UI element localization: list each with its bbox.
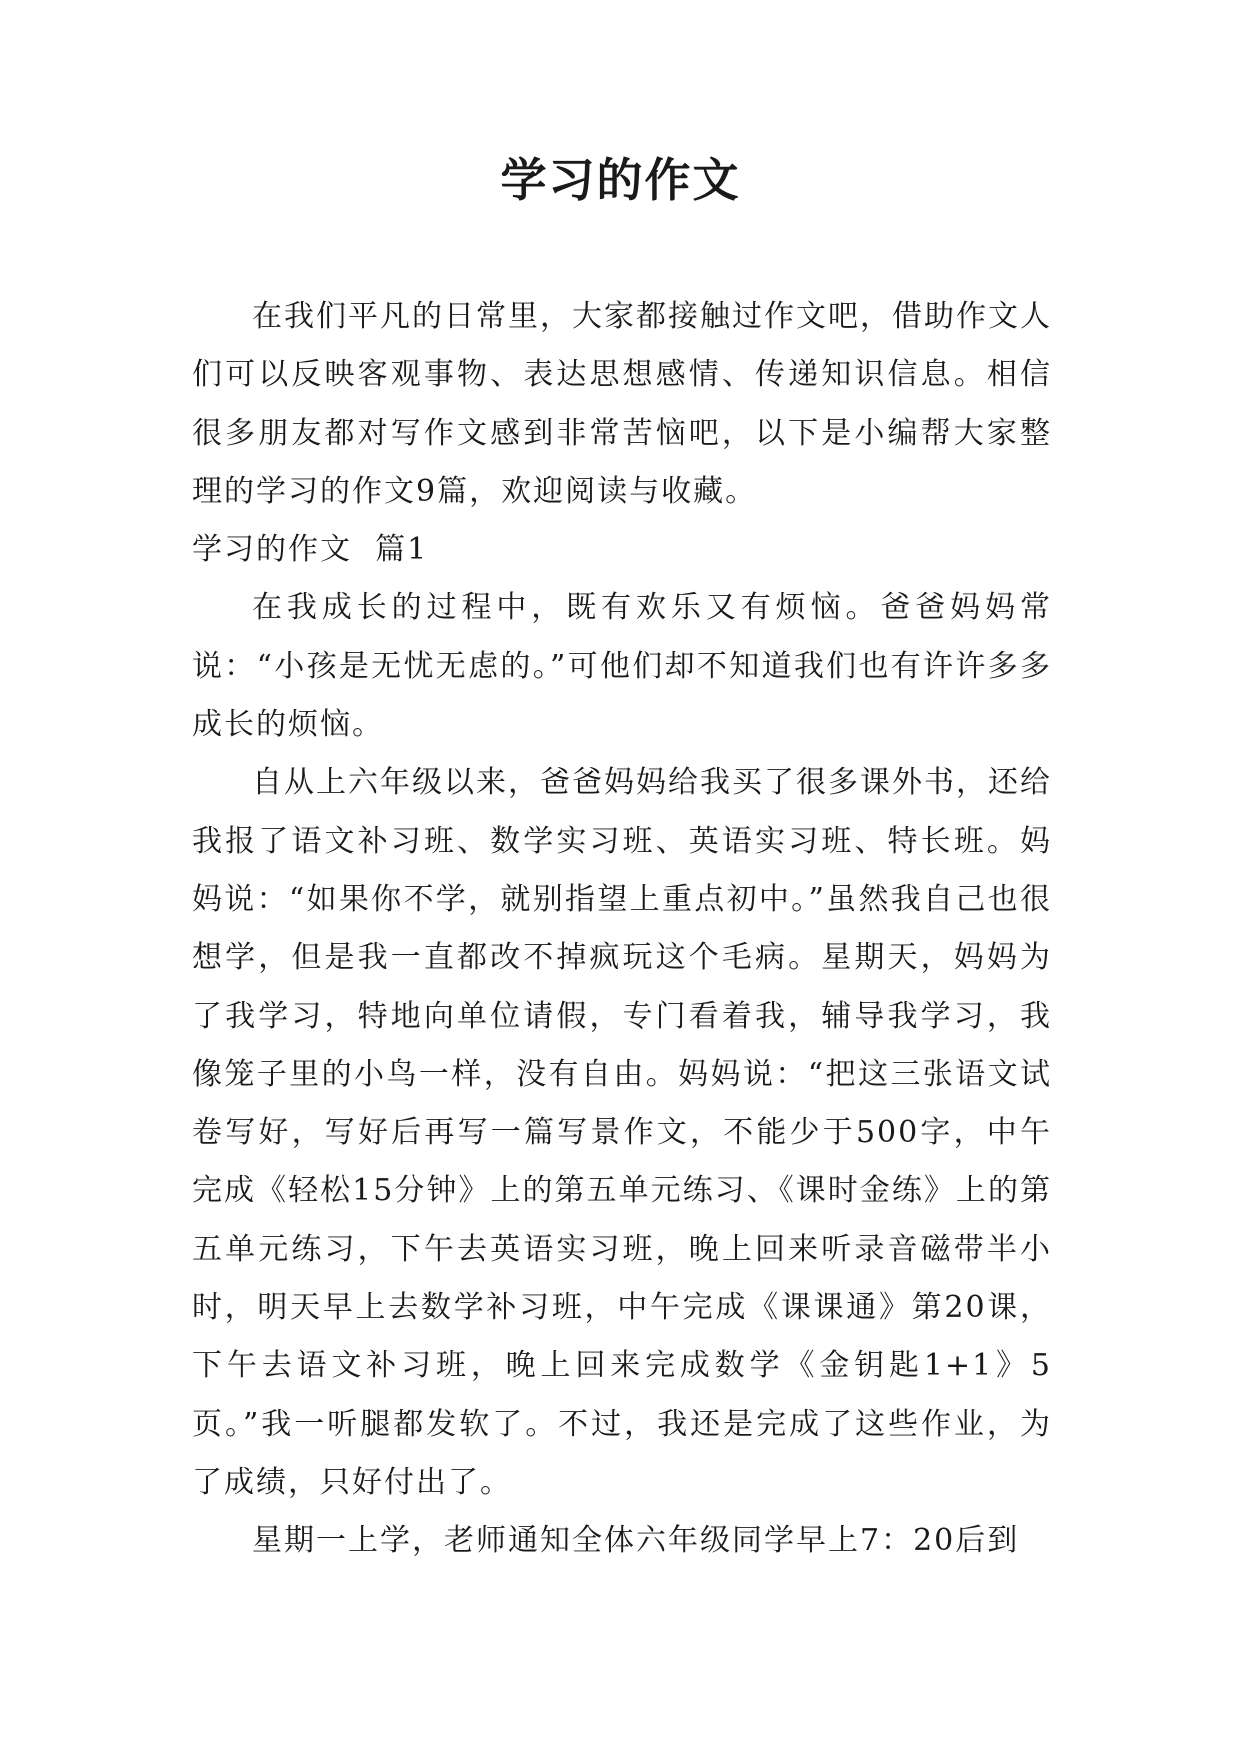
- section-heading: 学习的作文 篇1: [192, 532, 429, 568]
- body-paragraph: 自从上六年级以来，爸爸妈妈给我买了很多课外书，还给我报了语文补习班、数学实习班、英语实习班、特长班。妈妈说：“如果你不学，就别指望上重点初中。”虽然我自己也很想学，但是我一直都改不掉疯玩这个毛病。星期天，妈妈为了我学习，特地向单位请假，专门看着我，辅导我学习，我像笼子里的小鸟一样，没有自由。妈妈说：“把这三张语文试卷写好，写好后再写一篇写景作文，不能少于500字，中午完成《轻松15分钟》上的第五单元练习、《课时金练》上的第五单元练习，下午去英语实习班，晚上回来听录音磁带半小时，明天早上去数学补习班，中午完成《课课通》第20课，下午去语文补习班，晚上回来完成数学《金钥匙1+1》5页。”我一听腿都发软了。不过，我还是完成了这些作业，为了成绩，只好付出了。: [192, 765, 1052, 1500]
- intro-paragraph: 在我们平凡的日常里，大家都接触过作文吧，借助作文人们可以反映客观事物、表达思想感情、传递知识信息。相信很多朋友都对写作文感到非常苦恼吧，以下是小编帮大家整理的学习的作文9篇，欢迎阅读与收藏。: [192, 299, 1052, 509]
- body-paragraph: 星期一上学，老师通知全体六年级同学早上7：20后到: [252, 1523, 1020, 1559]
- document-body: [192, 288, 1052, 1571]
- document-title: 学习的作文: [500, 153, 741, 207]
- body-paragraph: 在我成长的过程中，既有欢乐又有烦恼。爸爸妈妈常说：“小孩是无忧无虑的。”可他们却不知道我们也有许许多多成长的烦恼。: [192, 590, 1052, 743]
